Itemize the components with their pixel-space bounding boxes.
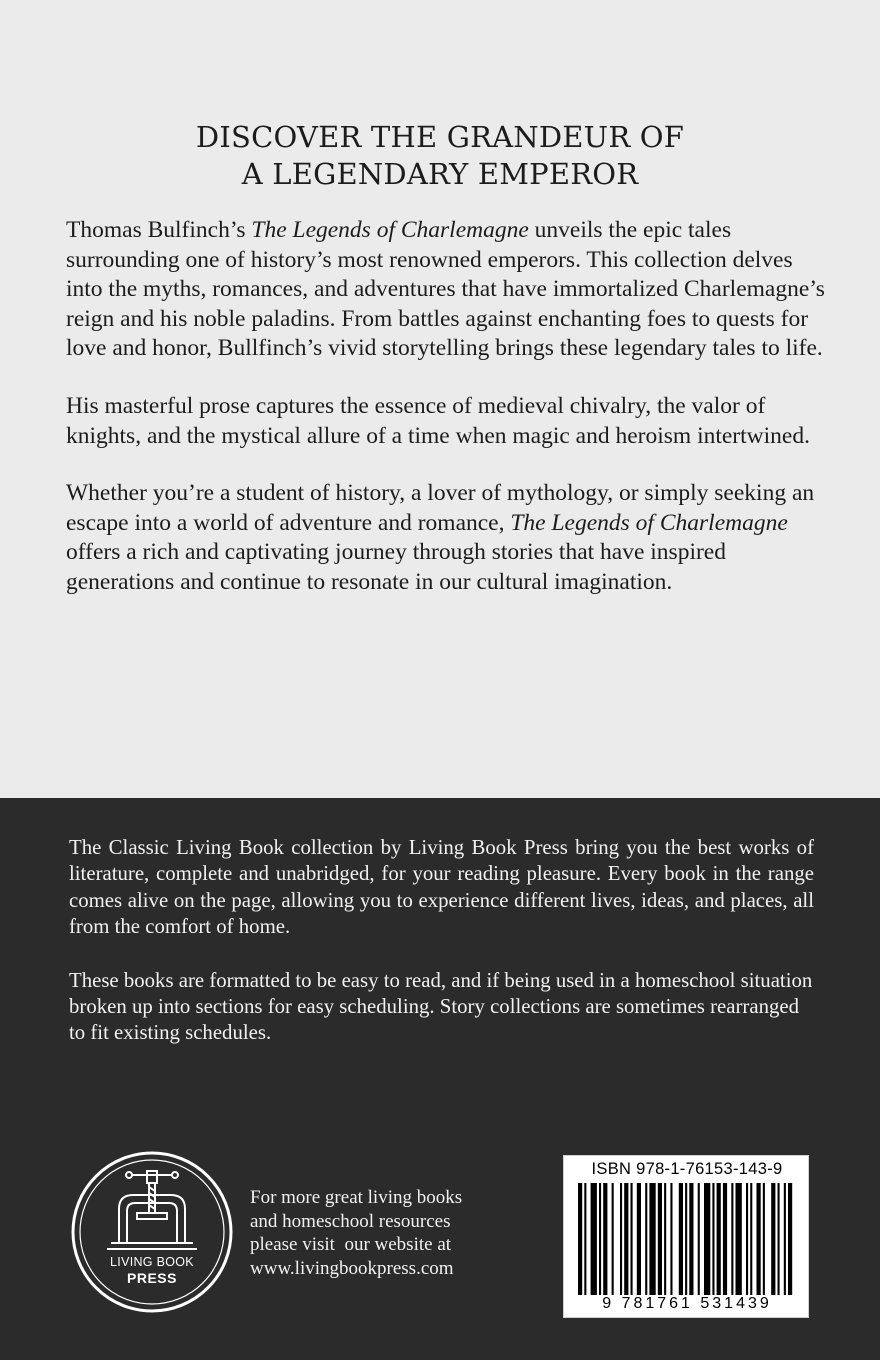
barcode-bar xyxy=(624,1183,628,1295)
barcode-bar xyxy=(757,1183,761,1295)
heading-line-1: DISCOVER THE GRANDEUR OF xyxy=(195,120,685,154)
barcode-bar xyxy=(685,1183,687,1295)
barcode-bar xyxy=(599,1183,601,1295)
book-press-icon xyxy=(71,1151,233,1313)
barcode-bar xyxy=(631,1183,633,1295)
description-paragraph-3 xyxy=(66,479,826,597)
promo-line-3: please visit our website at xyxy=(250,1234,452,1255)
description-paragraph-2: His masterful prose captures the essence of medieval chivalry, the valor of knights, and the mystical allure of a time when magic and heroism intertwined. xyxy=(66,392,810,449)
barcode-bar xyxy=(664,1183,666,1295)
barcode-bar xyxy=(704,1183,710,1295)
barcode-bar xyxy=(723,1183,727,1295)
barcode-bar xyxy=(679,1183,683,1295)
barcode-bar xyxy=(778,1183,780,1295)
isbn-barcode xyxy=(563,1155,809,1318)
book-title-italic: The Legends of Charlemagne xyxy=(251,217,529,243)
barcode-bar xyxy=(637,1183,641,1295)
barcode-bar xyxy=(645,1183,647,1295)
book-title-italic: The Legends of Charlemagne xyxy=(510,509,788,536)
barcode-bar xyxy=(763,1183,765,1295)
description-paragraph-1 xyxy=(66,216,826,364)
p3-text-end: offers a rich and captivating journey through stories that have inspired generations and continue to resonate in our cultural imagination. xyxy=(66,539,726,595)
barcode-bar xyxy=(670,1183,672,1295)
promo-line-1: For more great living books xyxy=(250,1187,463,1208)
barcode-bar xyxy=(603,1183,607,1295)
promo-line-2: and homeschool resources xyxy=(250,1210,451,1232)
barcode-bar xyxy=(788,1183,792,1295)
barcode-bar xyxy=(771,1183,775,1295)
barcode-bar xyxy=(712,1183,714,1295)
isbn-label: ISBN 978-1-76153-143-9 xyxy=(591,1160,783,1178)
website-promo xyxy=(250,1186,510,1280)
barcode-bar xyxy=(698,1183,700,1295)
barcode-bar xyxy=(784,1183,786,1295)
barcode-bar xyxy=(584,1183,586,1295)
barcode-bar xyxy=(591,1183,597,1295)
p3-text-start: Whether you’re a student of history, a lover of mythology, or simply seeking an escape into a world of adventure and romance, xyxy=(66,480,815,536)
barcode-number: 9 781761 531439 xyxy=(602,1295,772,1312)
barcode-bar xyxy=(731,1183,733,1295)
barcode-bar xyxy=(620,1183,622,1295)
series-paragraph-1: The Classic Living Book collection by Living Book Press bring you the best works of literature, complete and unabridged, for your reading pleasure. Every book in the range comes alive on the page, allowing you to experience different lives, ideas, and places, all from the comfort of home. xyxy=(69,836,814,939)
publisher-logo xyxy=(71,1151,233,1313)
barcode-bar xyxy=(717,1183,721,1295)
p1-text-start: Thomas Bulfinch’s xyxy=(66,217,252,243)
barcode-bar xyxy=(612,1183,614,1295)
heading-line-2: A LEGENDARY EMPEROR xyxy=(241,157,639,191)
p1-text-end: unveils the epic tales surrounding one of history’s most renowned emperors. This collection delves into the myths, romances, and adventures that have immortalized Charlemagne’s reign and his noble paladins. From battles against enchanting foes to quests for love and honor, Bullfinch’s vivid storytelling brings these legendary tales to life. xyxy=(66,217,825,362)
cover-heading xyxy=(0,119,880,193)
barcode-bar xyxy=(649,1183,655,1295)
barcode-bars xyxy=(578,1183,796,1295)
barcode-bar xyxy=(746,1183,748,1295)
book-description xyxy=(66,216,826,626)
barcode-bar xyxy=(689,1183,693,1295)
barcode-bar xyxy=(578,1183,582,1295)
series-paragraph-2: These books are formatted to be easy to read, and if being used in a homeschool situation broken up into sections for easy scheduling. Story collections are sometimes rearranged to fit existing schedules. xyxy=(69,968,813,1045)
barcode-bar xyxy=(658,1183,662,1295)
series-description xyxy=(69,835,814,1074)
barcode-bar xyxy=(750,1183,752,1295)
website-url: www.livingbookpress.com xyxy=(250,1257,454,1279)
logo-text-living-book: LIVING BOOK xyxy=(110,1255,194,1269)
barcode-bar xyxy=(736,1183,742,1295)
logo-text-press: PRESS xyxy=(127,1270,177,1286)
